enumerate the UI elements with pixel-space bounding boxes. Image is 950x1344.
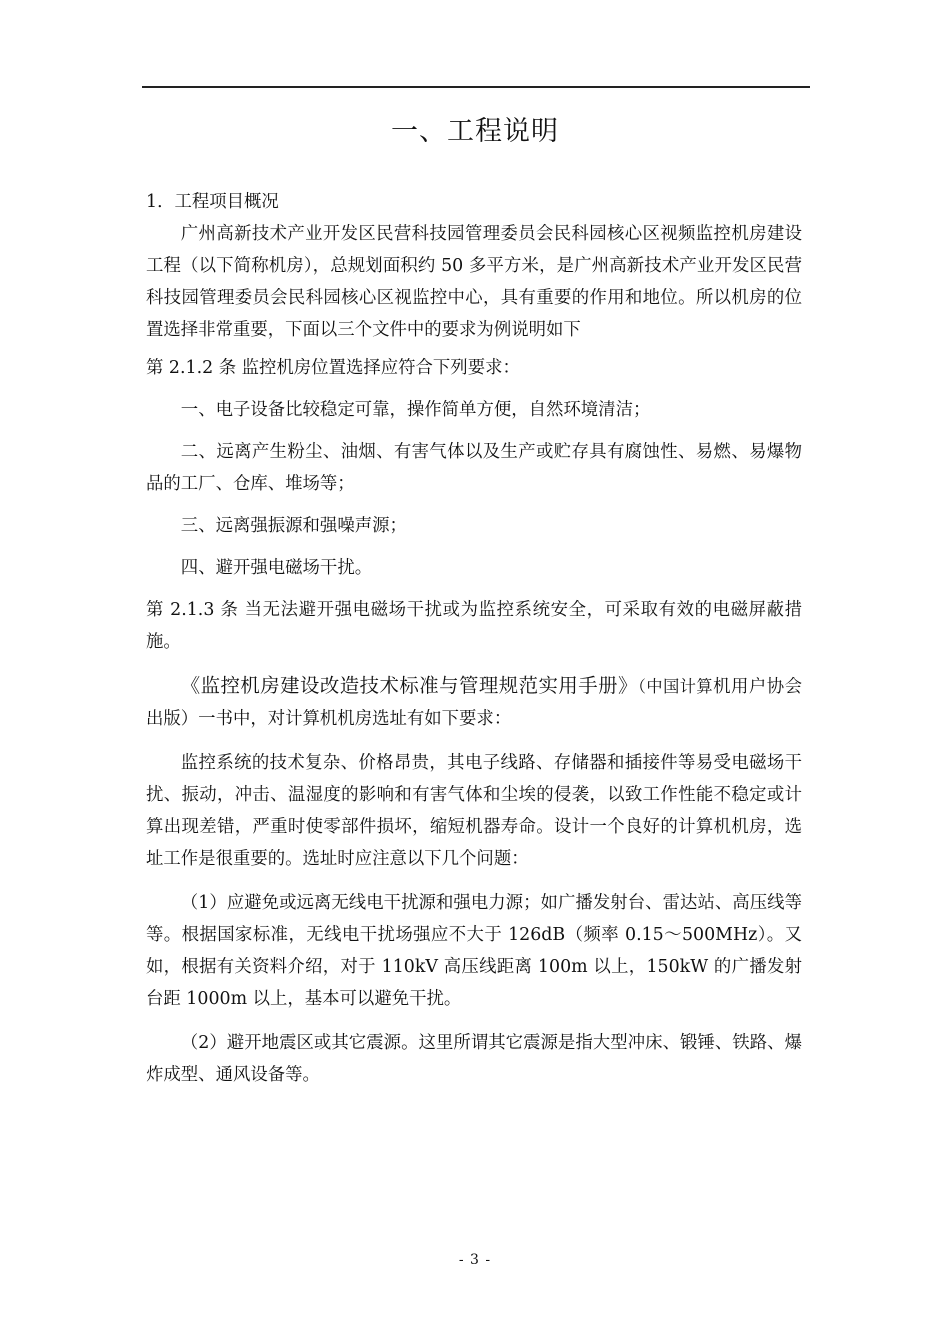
page-title: 一、工程说明 (391, 116, 559, 147)
requirement-3: 三、远离强振源和强噪声源； (180, 516, 407, 536)
document-body (146, 186, 802, 1091)
page-number: - 3 - (458, 1252, 492, 1268)
list-item-1: （1）应避免或远离无线电干扰源和强电力源；如广播发射台、雷达站、高压线等等。根据国家标准，无线电干扰场强应不大于 126dB（频率 0.15～500MHz）。又如，根据有关资料介绍，对于 110kV 高压线距离 100m 以上，150kW 的广播发射台距 1000m 以上，基本可以避免干扰。 (146, 893, 802, 1009)
book-publisher-b: 机用户协会出版）一书中，对计算机机房选址有如下要求： (146, 677, 802, 729)
book-publisher-a: （中国计算 (637, 677, 714, 696)
paragraph-overview: 广州高新技术产业开发区民营科技园管理委员会民科园核心区视频监控机房建设工程（以下简称机房），总规划面积约 50 多平方米，是广州高新技术产业开发区民营科技园管理委员会民科园核心区视监控中心，具有重要的作用和地位。所以机房的位置选择非常重要，下面以三个文件中的要求为例说明如下 (146, 224, 802, 340)
paragraph-monitoring: 监控系统的技术复杂、价格昂贵，其电子线路、存储器和插接件等易受电磁场干扰、振动，冲击、温湿度的影响和有害气体和尘埃的侵袭，以致工作性能不稳定或计算出现差错，严重时使零部件损坏，缩短机器寿命。设计一个良好的计算机机房，选址工作是很重要的。选址时应注意以下几个问题： (146, 753, 802, 869)
list-item-2: （2）避开地震区或其它震源。这里所谓其它震源是指大型冲床、锻锤、铁路、爆炸成型、通风设备等。 (146, 1033, 802, 1085)
book-reference (146, 670, 802, 735)
requirement-1: 一、电子设备比较稳定可靠，操作简单方便，自然环境清洁； (180, 400, 651, 420)
clause-2-1-3: 第 2.1.3 条 当无法避开强电磁场干扰或为监控系统安全，可采取有效的电磁屏蔽措施。 (146, 600, 802, 652)
requirement-4: 四、避开强电磁场干扰。 (180, 558, 373, 578)
book-title: 《监控机房建设改造技术标准与管理规范实用手册》 (180, 674, 638, 697)
clause-2-1-2: 第 2.1.2 条 监控机房位置选择应符合下列要求： (146, 358, 520, 378)
section-heading: 1．工程项目概况 (146, 192, 279, 212)
header-rule (142, 86, 810, 88)
requirement-2: 二、远离产生粉尘、油烟、有害气体以及生产或贮存具有腐蚀性、易燃、易爆物品的工厂、仓库、堆场等； (146, 442, 802, 494)
